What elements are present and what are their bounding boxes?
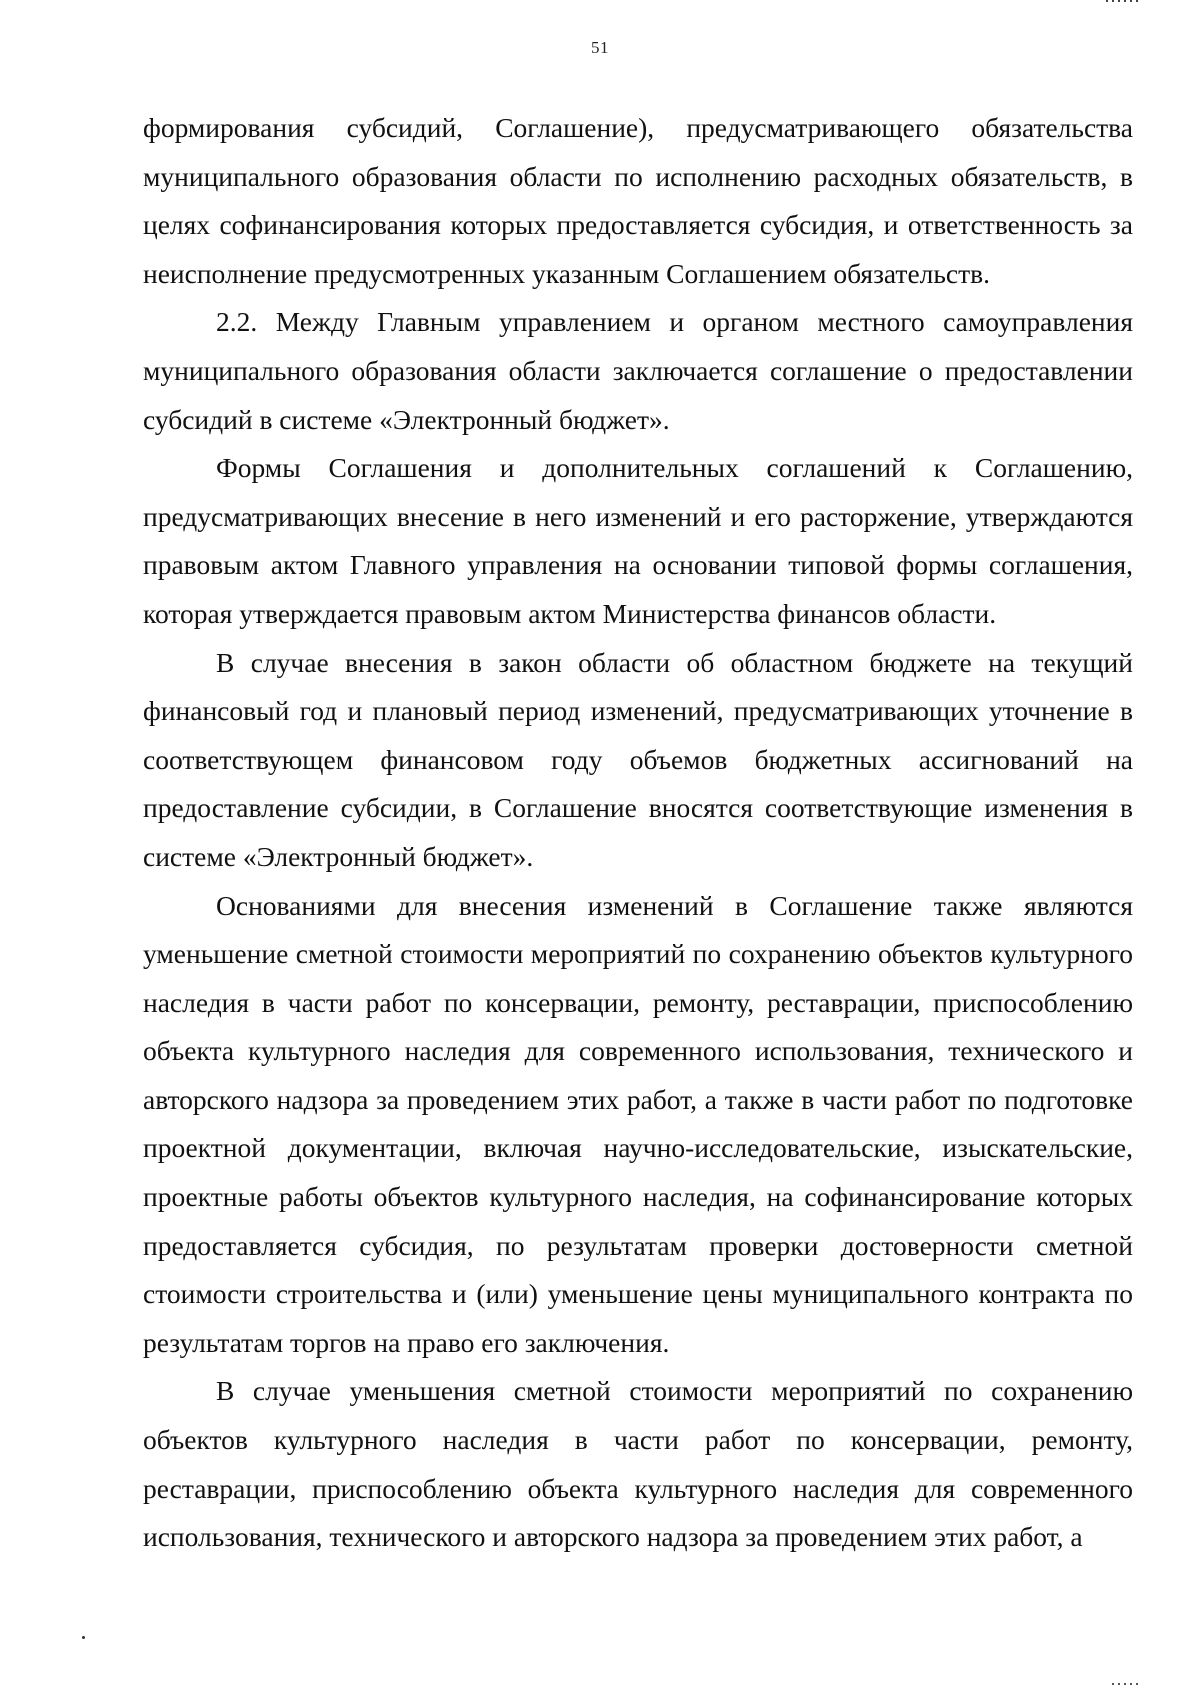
paragraph-budget-changes: В случае внесения в закон области об областном бюджете на текущий финансовый год и плановый период изменений, предусматривающих уточнение в соответствующем финансовом году объемов бюджетных ассигнований на предоставление субсидии, в Соглашение вносятся соответствующие изменения в системе «Электронный бюджет». [143,646,1133,872]
scan-speck [82,1636,85,1639]
paragraph-agreement-forms: Формы Соглашения и дополнительных соглашений к Соглашению, предусматривающих внесение в него изменений и его расторжение, утверждаются правовым актом Главного управления на основании типовой формы соглашения, которая утверждается правовым актом Министерства финансов области. [143,452,1133,629]
scan-artifact-bottom [1112,1683,1142,1685]
paragraph-continuation: формирования субсидий, Соглашение), предусматривающего обязательства муниципального образования области по исполнению расходных обязательств, в целях софинансирования которых предоставляется субсидия, и ответственность за неисполнение предусмотренных указанным Соглашением обязательств. [143,112,1133,289]
paragraph-2-2: 2.2. Между Главным управлением и органом местного самоуправления муниципального образования области заключается соглашение о предоставлении субсидий в системе «Электронный бюджет». [143,306,1133,435]
paragraph-cost-reduction: В случае уменьшения сметной стоимости мероприятий по сохранению объектов культурного наследия в части работ по консервации, ремонту, реставрации, приспособлению объекта культурного наследия для современного использования, технического и авторского надзора за проведением этих работ, а [143,1375,1133,1553]
paragraph-grounds-for-changes: Основаниями для внесения изменений в Соглашение также являются уменьшение сметной стоимости мероприятий по сохранению объектов культурного наследия в части работ по консервации, ремонту, реставрации, приспособлению объекта культурного наследия для современного использования, технического и авторского надзора за проведением этих работ, а также в части работ по подготовке проектной документации, включая научно-исследовательские, изыскательские, проектные работы объектов культурного наследия, на софинансирование которых предоставляется субсидия, по результатам проверки достоверности сметной стоимости строительства и (или) уменьшение цены муниципального контракта по результатам торгов на право его заключения. [143,889,1133,1358]
page-number: 51 [591,38,609,57]
document-body [143,104,1133,1562]
scan-artifact-top [1106,0,1142,2]
